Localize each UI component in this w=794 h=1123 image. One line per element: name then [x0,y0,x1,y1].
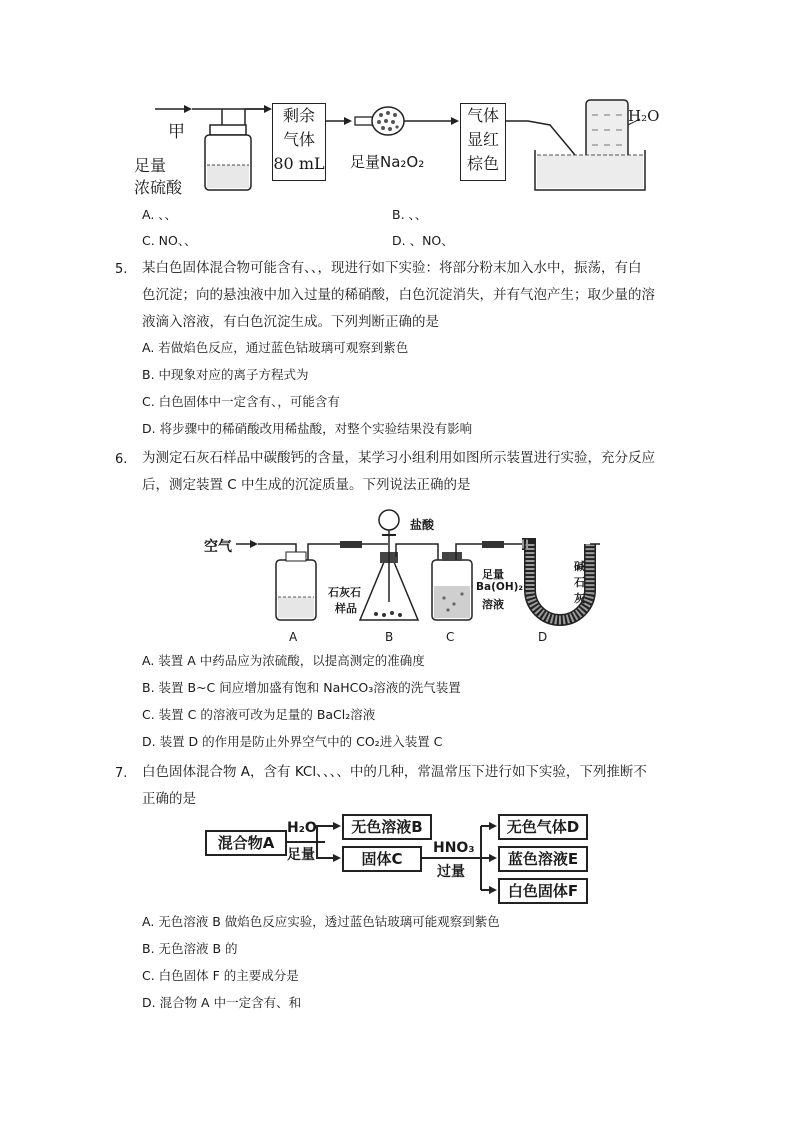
q6-option-c: C. 装置 C 的溶液可改为足量的 BaCl₂溶液 [142,707,376,722]
q5-stem-line3: 液滴入溶液，有白色沉淀生成。下列判断正确的是 [142,314,439,330]
q6-stem-line2: 后，测定装置 C 中生成的沉淀质量。下列说法正确的是 [142,477,471,493]
solid-c-box: 固体C [342,846,422,872]
q7-stem-line2: 正确的是 [142,791,196,807]
q6-stem [142,445,655,499]
red-brown-gas-box [460,103,506,181]
device-label-a: A [289,630,298,644]
soda-lime-label-1: 碱 [574,560,585,573]
figure-flowchart [205,812,595,908]
baoh2-label-3: 溶液 [482,598,504,611]
q6-option-a: A. 装置 A 中药品应为浓硫酸，以提高测定的准确度 [142,653,425,668]
q5-option-d: D. 将步骤中的稀硝酸改用稀盐酸，对整个实验结果没有影响 [142,421,473,436]
mixture-a-box: 混合物A [205,830,287,856]
bottle-label-acid: 浓硫酸 [134,178,183,197]
guoliang-label: 过量 [437,864,465,880]
air-label: 空气 [204,539,232,555]
q7-number: 7. [115,766,128,781]
red-brown-line3: 棕色 [466,154,499,173]
baoh2-label-2: Ba(OH)₂ [476,581,523,593]
q5-stem-line2: 色沉淀；向的悬浊液中加入过量的稀硝酸，白色沉淀消失，并有气泡产生；取少量的溶 [142,287,655,303]
q6-stem-line1: 为测定石灰石样品中碳酸钙的含量，某学习小组利用如图所示装置进行实验，充分反应 [142,450,655,466]
caco3-apparatus-drawing [200,502,610,650]
label-jia: 甲 [168,122,185,142]
q6-number: 6. [115,452,128,467]
solution-b-box: 无色溶液B [342,814,432,840]
q7-option-c: C. 白色固体 F 的主要成分是 [142,968,299,983]
remaining-gas-box [272,103,326,181]
q5-stem-line1: 某白色固体混合物可能含有、、，现进行如下实验：将部分粉末加入水中，振荡，有白 [142,260,642,276]
baoh2-label-1: 足量 [482,568,504,581]
remaining-gas-line1: 剩余 [282,106,315,125]
blue-solution-e-box: 蓝色溶液E [498,846,588,872]
gas-apparatus-drawing [150,95,670,205]
q5-option-b: B. 中现象对应的离子方程式为 [142,367,309,382]
remaining-gas-line3: 80 mL [273,154,325,173]
limestone-label-2: 样品 [335,602,357,615]
q7-stem [142,759,647,813]
q4-option-b: B. 、、 [392,207,428,222]
device-label-c: C [446,630,455,644]
q7-option-a: A. 无色溶液 B 做焰色反应实验，透过蓝色钴玻璃可能观察到紫色 [142,914,500,929]
water-label: H₂O [628,107,660,125]
red-brown-line2: 显红 [466,130,499,149]
hcl-label: 盐酸 [410,518,435,532]
zuliang-label: 足量 [287,847,315,863]
figure-caco3-apparatus [200,502,610,650]
q7-option-d: D. 混合物 A 中一定含有、和 [142,995,302,1010]
q5-option-c: C. 白色固体中一定含有、，可能含有 [142,394,340,409]
q4-option-d: D. 、NO、 [392,233,454,248]
q4-option-a: A. 、、 [142,207,178,222]
hno3-label: HNO₃ [433,840,475,856]
h2o-label: H₂O [287,820,317,836]
device-label-b: B [385,630,394,644]
gas-d-box: 无色气体D [498,814,588,840]
soda-lime-label-2: 石 [574,576,585,589]
white-solid-f-box: 白色固体F [498,878,588,904]
na2o2-label: 足量Na₂O₂ [350,153,425,171]
q5-option-a: A. 若做焰色反应，通过蓝色钴玻璃可观察到紫色 [142,340,409,355]
soda-lime-label-3: 灰 [574,592,585,605]
q5-stem [142,255,655,336]
figure-gas-apparatus [134,95,670,205]
red-brown-line1: 气体 [466,106,499,125]
q6-option-b: B. 装置 B~C 间应增加盛有饱和 NaHCO₃溶液的洗气装置 [142,680,461,695]
q7-stem-line1: 白色固体混合物 A，含有 KCl、、、、中的几种，常温常压下进行如下实验，下列推断不 [142,764,647,780]
remaining-gas-line2: 气体 [282,130,315,149]
q6-option-d: D. 装置 D 的作用是防止外界空气中的 CO₂进入装置 C [142,734,443,749]
q5-number: 5. [115,262,128,277]
bottle-label-amount: 足量 [134,156,167,175]
q7-option-b: B. 无色溶液 B 的 [142,941,238,956]
q4-option-c: C. NO、、 [142,233,197,248]
device-label-d: D [538,630,548,644]
limestone-label-1: 石灰石 [328,586,361,599]
